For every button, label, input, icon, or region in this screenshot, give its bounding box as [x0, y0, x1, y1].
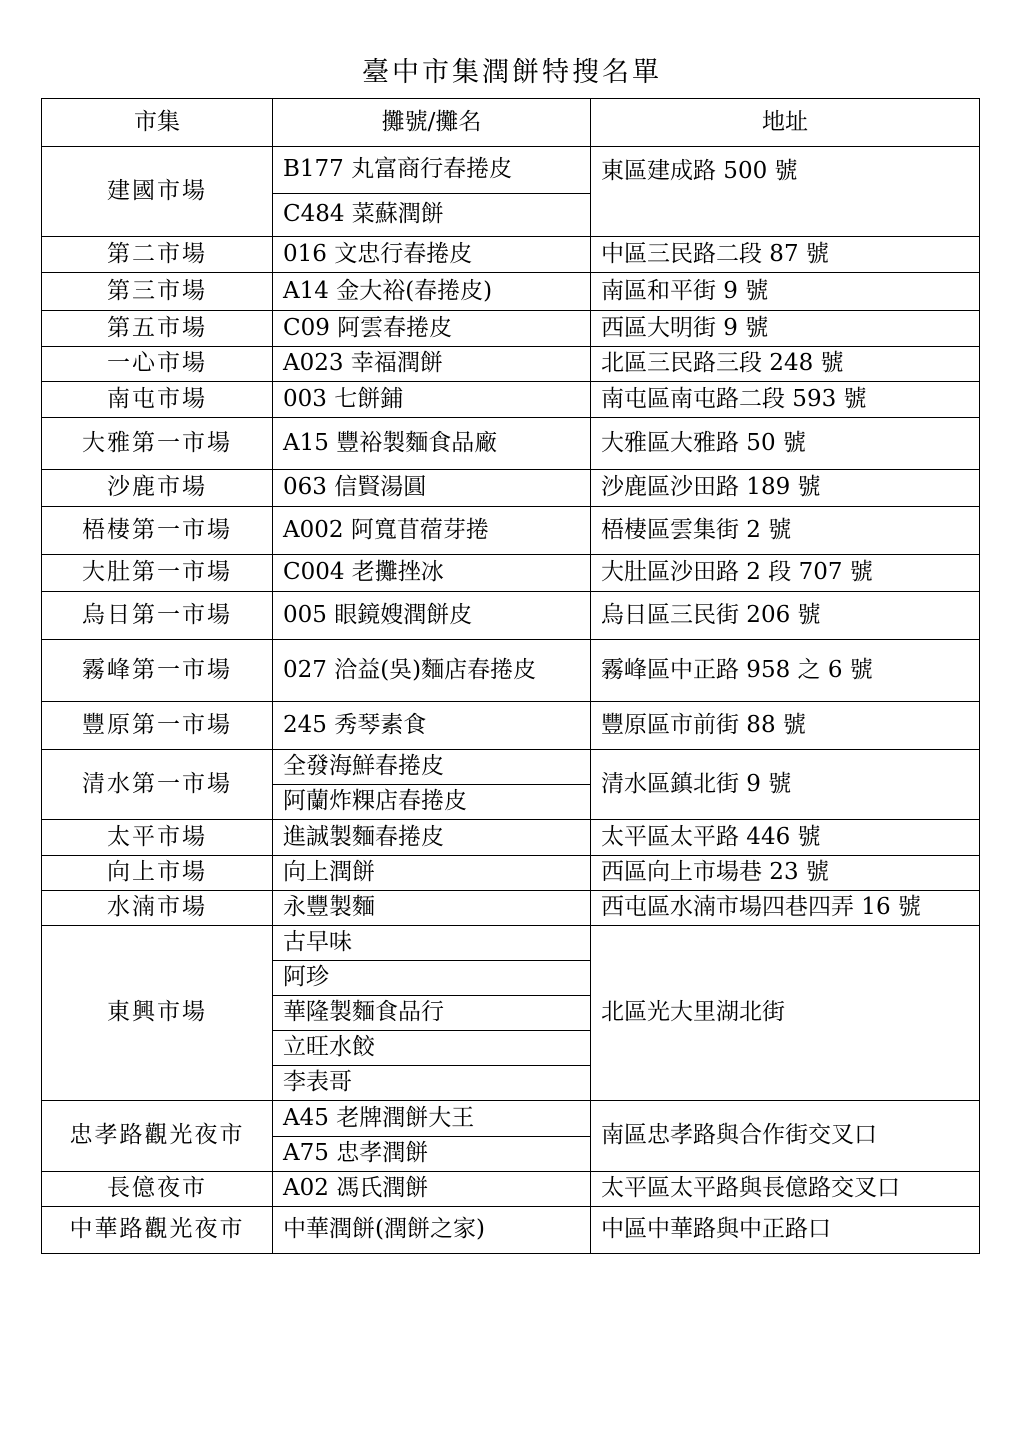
market-name-cell: 沙鹿市場: [42, 470, 273, 507]
stall-name-cell: 中華潤餅(潤餅之家): [273, 1207, 591, 1254]
stall-name-cell: 李表哥: [273, 1066, 591, 1101]
address-cell: 南屯區南屯路二段 593 號: [591, 382, 980, 418]
market-name-cell: 清水第一市場: [42, 750, 273, 820]
table-row: [42, 237, 980, 273]
market-name-cell: 建國市場: [42, 147, 273, 237]
stall-name-cell: A02 馮氏潤餅: [273, 1172, 591, 1207]
stall-name-cell: 全發海鮮春捲皮: [273, 750, 591, 785]
table-row: [42, 856, 980, 891]
address-cell: 南區忠孝路與合作街交叉口: [591, 1101, 980, 1172]
market-name-cell: 長億夜市: [42, 1172, 273, 1207]
stall-name-cell: 古早味: [273, 926, 591, 961]
market-name-cell: 忠孝路觀光夜市: [42, 1101, 273, 1172]
stall-name-cell: 華隆製麵食品行: [273, 996, 591, 1031]
stall-name-cell: 003 七餅鋪: [273, 382, 591, 418]
address-cell: 西區向上市場巷 23 號: [591, 856, 980, 891]
market-name-cell: 南屯市場: [42, 382, 273, 418]
stall-name-cell: 005 眼鏡嫂潤餅皮: [273, 592, 591, 640]
stall-name-cell: B177 丸富商行春捲皮: [273, 147, 591, 194]
page-title: 臺中市集潤餅特搜名單: [362, 57, 662, 88]
table-row: [42, 592, 980, 640]
stall-name-cell: 阿珍: [273, 961, 591, 996]
market-name-cell: 中華路觀光夜市: [42, 1207, 273, 1254]
market-name-cell: 第三市場: [42, 273, 273, 311]
table-row: [42, 311, 980, 347]
address-cell: 太平區太平路與長億路交叉口: [591, 1172, 980, 1207]
market-name-cell: 水湳市場: [42, 891, 273, 926]
market-name-cell: 烏日第一市場: [42, 592, 273, 640]
stall-name-cell: A14 金大裕(春捲皮): [273, 273, 591, 311]
market-table: [41, 98, 980, 1254]
table-row: [42, 418, 980, 470]
header-address: 地址: [591, 99, 980, 147]
stall-name-cell: 245 秀琴素食: [273, 702, 591, 750]
address-cell: 西區大明街 9 號: [591, 311, 980, 347]
market-name-cell: 霧峰第一市場: [42, 640, 273, 702]
stall-name-cell: 016 文忠行春捲皮: [273, 237, 591, 273]
market-name-cell: 東興市場: [42, 926, 273, 1101]
address-cell: 大肚區沙田路 2 段 707 號: [591, 555, 980, 592]
table-row: [42, 750, 980, 785]
table-row: [42, 147, 980, 194]
address-cell: 北區三民路三段 248 號: [591, 347, 980, 382]
market-name-cell: 太平市場: [42, 820, 273, 856]
address-cell: 烏日區三民街 206 號: [591, 592, 980, 640]
address-cell: 豐原區市前街 88 號: [591, 702, 980, 750]
market-name-cell: 一心市場: [42, 347, 273, 382]
table-body: [42, 147, 980, 1254]
stall-name-cell: A45 老牌潤餅大王: [273, 1101, 591, 1137]
table-row: [42, 1101, 980, 1137]
stall-name-cell: 阿蘭炸粿店春捲皮: [273, 785, 591, 820]
table-row: [42, 926, 980, 961]
market-name-cell: 梧棲第一市場: [42, 507, 273, 555]
address-cell: 中區中華路與中正路口: [591, 1207, 980, 1254]
address-cell: 南區和平街 9 號: [591, 273, 980, 311]
stall-name-cell: 063 信賢湯圓: [273, 470, 591, 507]
market-name-cell: 向上市場: [42, 856, 273, 891]
stall-name-cell: A15 豐裕製麵食品廠: [273, 418, 591, 470]
table-header-row: [42, 99, 980, 147]
market-name-cell: 第二市場: [42, 237, 273, 273]
stall-name-cell: C004 老攤挫冰: [273, 555, 591, 592]
address-cell: 沙鹿區沙田路 189 號: [591, 470, 980, 507]
table-row: [42, 891, 980, 926]
market-name-cell: 豐原第一市場: [42, 702, 273, 750]
address-cell: 清水區鎮北街 9 號: [591, 750, 980, 820]
header-market: 市集: [42, 99, 273, 147]
address-cell: 北區光大里湖北街: [591, 926, 980, 1101]
stall-name-cell: A75 忠孝潤餅: [273, 1137, 591, 1172]
table-row: [42, 555, 980, 592]
address-cell: 中區三民路二段 87 號: [591, 237, 980, 273]
market-name-cell: 大肚第一市場: [42, 555, 273, 592]
stall-name-cell: A023 幸福潤餅: [273, 347, 591, 382]
table-row: [42, 702, 980, 750]
stall-name-cell: A002 阿寬苜蓿芽捲: [273, 507, 591, 555]
address-cell: 西屯區水湳市場四巷四弄 16 號: [591, 891, 980, 926]
table-row: [42, 1207, 980, 1254]
table-row: [42, 640, 980, 702]
table-row: [42, 1172, 980, 1207]
stall-name-cell: C09 阿雲春捲皮: [273, 311, 591, 347]
market-name-cell: 大雅第一市場: [42, 418, 273, 470]
stall-name-cell: 進誠製麵春捲皮: [273, 820, 591, 856]
address-cell: 霧峰區中正路 958 之 6 號: [591, 640, 980, 702]
market-name-cell: 第五市場: [42, 311, 273, 347]
address-cell: 大雅區大雅路 50 號: [591, 418, 980, 470]
stall-name-cell: 永豐製麵: [273, 891, 591, 926]
stall-name-cell: 立旺水餃: [273, 1031, 591, 1066]
header-stall: 攤號/攤名: [273, 99, 591, 147]
table-row: [42, 507, 980, 555]
table-row: [42, 347, 980, 382]
table-row: [42, 470, 980, 507]
table-row: [42, 820, 980, 856]
address-cell: 太平區太平路 446 號: [591, 820, 980, 856]
stall-name-cell: C484 菜蘇潤餅: [273, 194, 591, 237]
address-cell: 東區建成路 500 號: [591, 147, 980, 237]
stall-name-cell: 向上潤餅: [273, 856, 591, 891]
table-row: [42, 273, 980, 311]
stall-name-cell: 027 洽益(吳)麵店春捲皮: [273, 640, 591, 702]
table-row: [42, 382, 980, 418]
address-cell: 梧棲區雲集街 2 號: [591, 507, 980, 555]
